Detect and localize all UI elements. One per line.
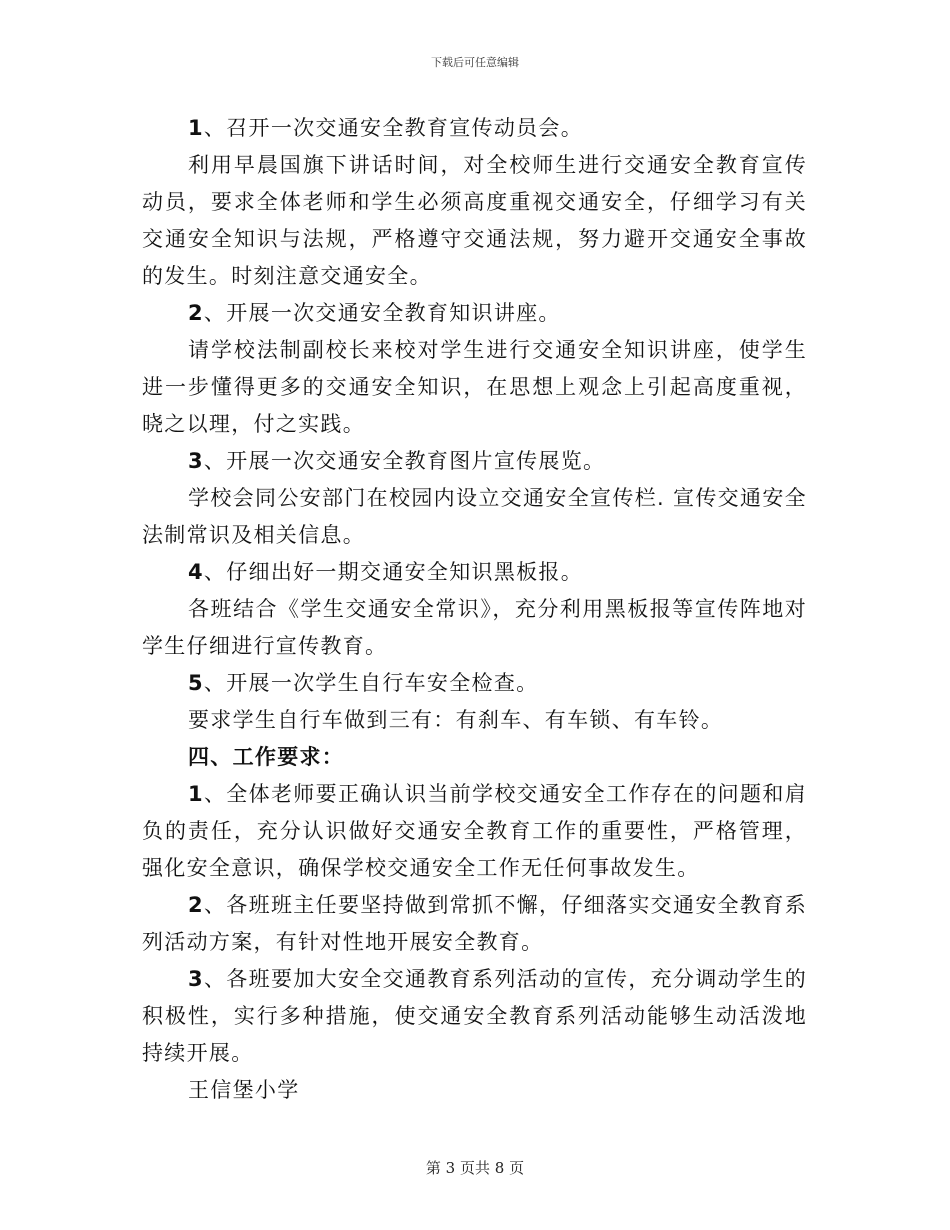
paragraph: 3、各班要加大安全交通教育系列活动的宣传，充分调动学生的积极性，实行多种措施，使交通安全教育系列活动能够生动活泼地持续开展。 [142, 967, 807, 1065]
paragraph: 5、开展一次学生自行车安全检查。 [188, 671, 539, 695]
paragraph: 2、各班班主任要坚持做到常抓不懈，仔细落实交通安全教育系列活动方案，有针对性地开展安全教育。 [142, 893, 807, 954]
paragraph: 3、开展一次交通安全教育图片宣传展览。 [188, 449, 606, 473]
paragraph: 利用早晨国旗下讲话时间，对全校师生进行交通安全教育宣传动员，要求全体老师和学生必须高度重视交通安全，仔细学习有关交通安全知识与法规，严格遵守交通法规，努力避开交通安全事故的发生。时刻注意交通安全。 [142, 153, 807, 288]
paragraph: 要求学生自行车做到三有：有刹车、有车锁、有车铃。 [188, 708, 724, 732]
document-body [142, 110, 807, 1109]
paragraph: 1、召开一次交通安全教育宣传动员会。 [188, 116, 584, 140]
page-footer: 第 3 页共 8 页 [425, 1159, 525, 1177]
paragraph: 各班结合《学生交通安全常识》，充分利用黑板报等宣传阵地对学生仔细进行宣传教育。 [142, 597, 807, 658]
paragraph: 请学校法制副校长来校对学生进行交通安全知识讲座，使学生进一步懂得更多的交通安全知识，在思想上观念上引起高度重视，晓之以理，付之实践。 [142, 338, 807, 436]
paragraph: 学校会同公安部门在校园内设立交通安全宣传栏. 宣传交通安全法制常识及相关信息。 [142, 486, 807, 547]
paragraph: 2、开展一次交通安全教育知识讲座。 [188, 301, 561, 325]
paragraph: 1、全体老师要正确认识当前学校交通安全工作存在的问题和肩负的责任，充分认识做好交通安全教育工作的重要性，严格管理，强化安全意识，确保学校交通安全工作无任何事故发生。 [142, 782, 807, 880]
section-heading: 四、工作要求： [188, 745, 345, 769]
paragraph: 4、仔细出好一期交通安全知识黑板报。 [188, 560, 584, 584]
page-header: 下载后可任意编辑 [431, 56, 519, 69]
signature-line: 王信堡小学 [188, 1078, 300, 1102]
